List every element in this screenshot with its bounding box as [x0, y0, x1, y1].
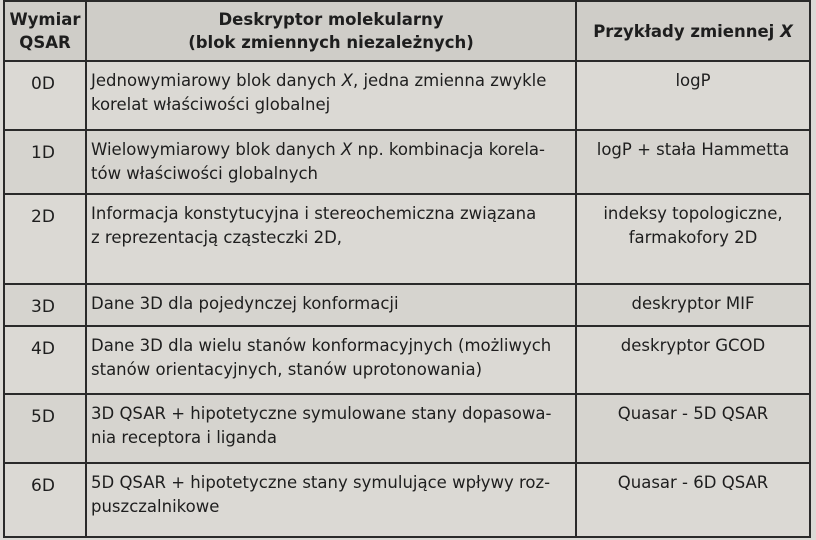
example-cell: deskryptor MIF	[576, 284, 810, 326]
header-row	[4, 1, 810, 61]
dimension-cell: 6D	[4, 463, 86, 537]
header-dimension: Wymiar QSAR	[4, 1, 86, 61]
qsar-dimensions-table	[3, 0, 811, 538]
dimension-cell: 3D	[4, 284, 86, 326]
example-cell: deskryptor GCOD	[576, 326, 810, 395]
table-row	[4, 284, 810, 326]
descriptor-cell: Jednowymiarowy blok danych X, jedna zmienna zwykle korelat właściwości globalnej	[86, 61, 576, 130]
table-row	[4, 61, 810, 130]
descriptor-cell: Informacja konstytucyjna i stereochemiczna związana z reprezentacją cząsteczki 2D,	[86, 194, 576, 284]
header-examples: Przykłady zmiennej X	[576, 1, 810, 61]
descriptor-cell: Dane 3D dla pojedynczej konformacji	[86, 284, 576, 326]
example-cell: indeksy topologiczne, farmakofory 2D	[576, 194, 810, 284]
example-cell: Quasar - 5D QSAR	[576, 394, 810, 463]
example-cell: Quasar - 6D QSAR	[576, 463, 810, 537]
dimension-cell: 0D	[4, 61, 86, 130]
descriptor-cell: Wielowymiarowy blok danych X np. kombinacja korela- tów właściwości globalnych	[86, 130, 576, 195]
table-row	[4, 130, 810, 195]
example-cell: logP + stała Hammetta	[576, 130, 810, 195]
dimension-cell: 1D	[4, 130, 86, 195]
table-row	[4, 463, 810, 537]
header-descriptor: Deskryptor molekularny (blok zmiennych niezależnych)	[86, 1, 576, 61]
table-row	[4, 194, 810, 284]
table-row	[4, 394, 810, 463]
dimension-cell: 4D	[4, 326, 86, 395]
descriptor-cell: 5D QSAR + hipotetyczne stany symulujące wpływy roz- puszczalnikowe	[86, 463, 576, 537]
example-cell: logP	[576, 61, 810, 130]
dimension-cell: 5D	[4, 394, 86, 463]
descriptor-cell: 3D QSAR + hipotetyczne symulowane stany dopasowa- nia receptora i liganda	[86, 394, 576, 463]
descriptor-cell: Dane 3D dla wielu stanów konformacyjnych (możliwych stanów orientacyjnych, stanów uprotonowania)	[86, 326, 576, 395]
table-row	[4, 326, 810, 395]
dimension-cell: 2D	[4, 194, 86, 284]
